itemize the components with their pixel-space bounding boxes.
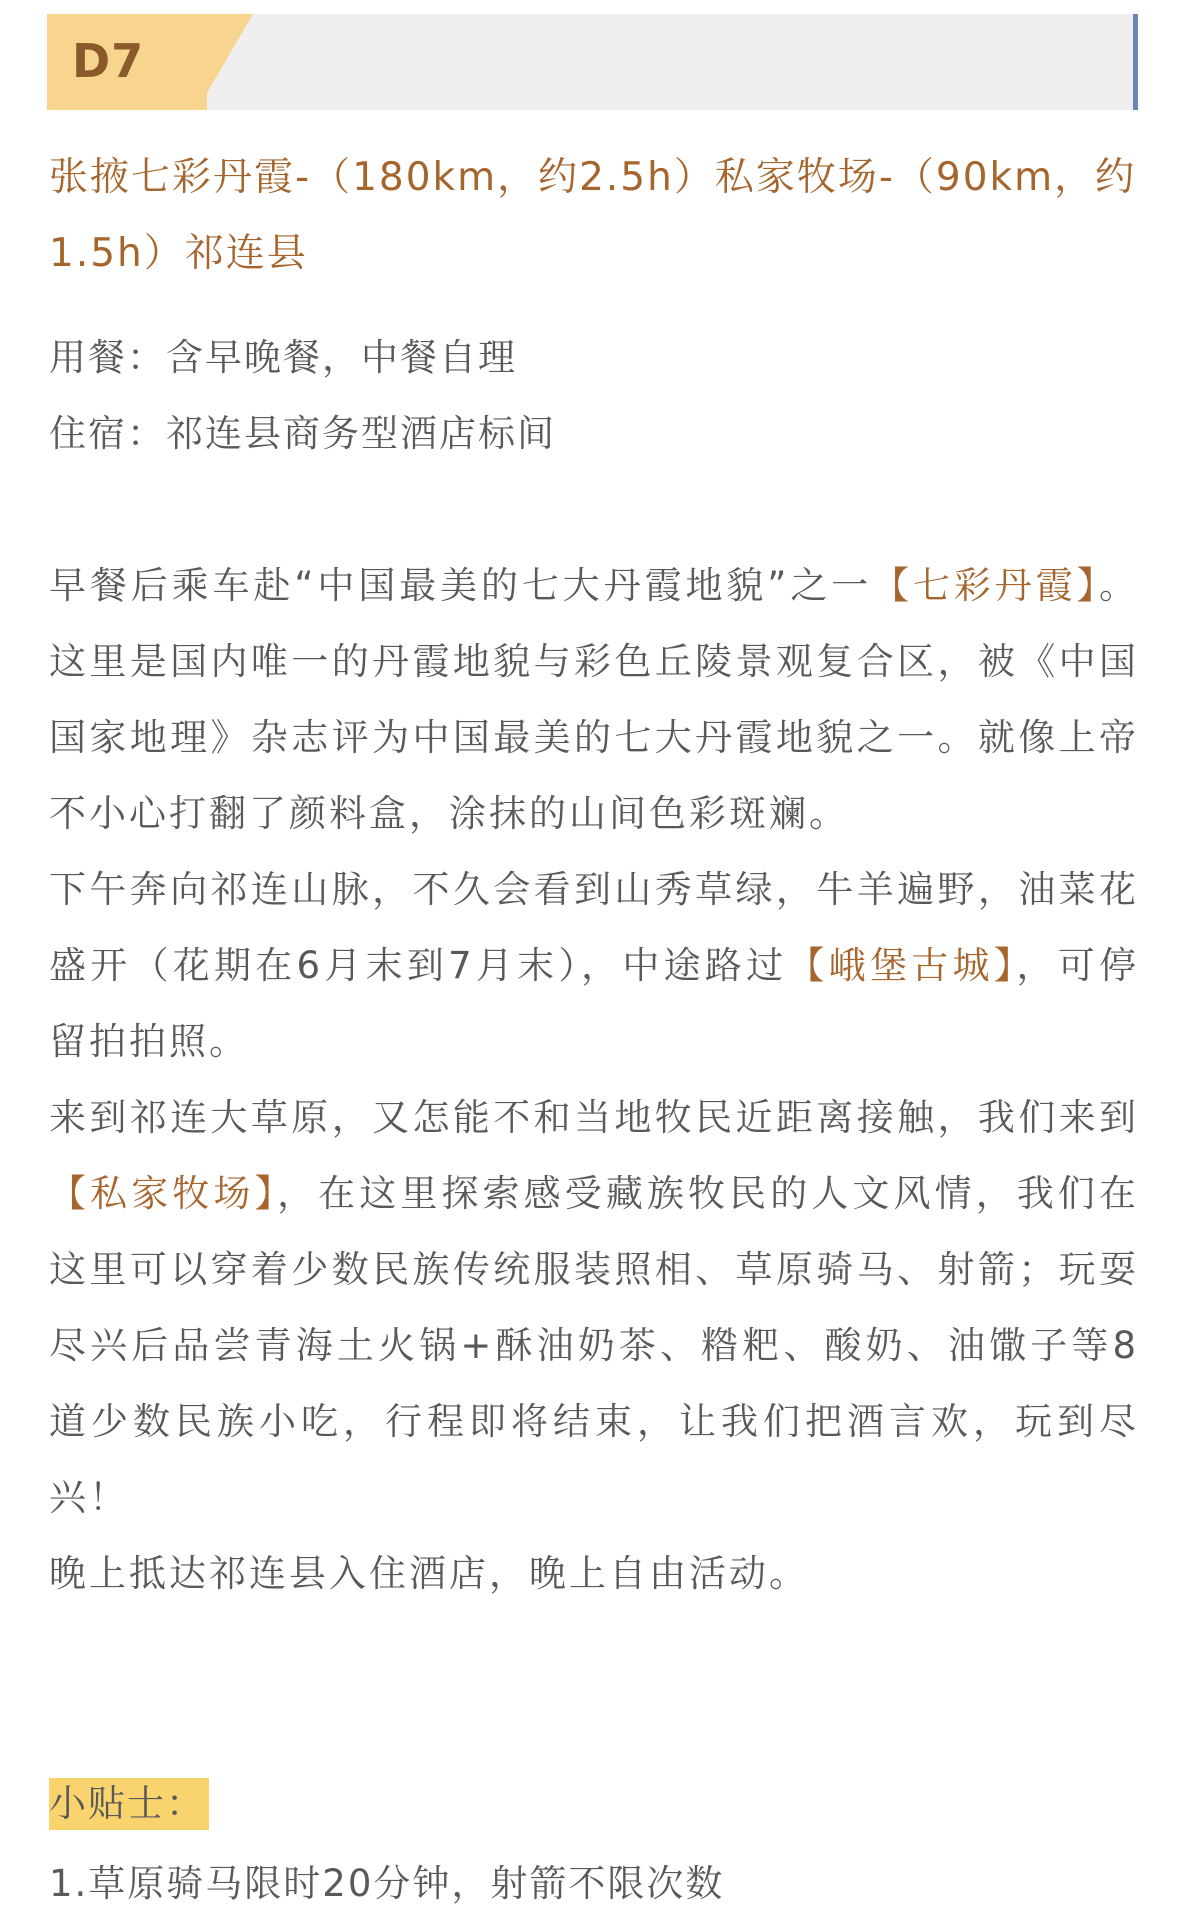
paragraph-text: 下午奔向祁连山脉，不久会看到山秀草绿，牛羊遍野，油菜花盛开（花期在6月末到7月末），中途路过: [49, 868, 1139, 987]
day-header-banner: [47, 14, 1138, 110]
highlight-private-ranch: 【私家牧场】: [49, 1172, 278, 1215]
accommodation-info: 住宿：祁连县商务型酒店标间: [49, 412, 556, 455]
paragraph-qilian-mountains: [49, 852, 1139, 1080]
paragraph-text: ，在这里探索感受藏族牧民的人文风情，我们在这里可以穿着少数民族传统服装照相、草原骑马、射箭；玩耍尽兴后品尝青海土火锅+酥油奶茶、糌粑、酸奶、油馓子等8道少数民族小吃，行程即将结束，让我们把酒言欢，玩到尽兴！: [49, 1172, 1139, 1519]
highlight-qicai-danxia: 【七彩丹霞】: [872, 564, 1099, 607]
tips-item: 1.草原骑马限时20分钟，射箭不限次数: [49, 1862, 725, 1905]
paragraph-evening: [49, 1536, 1139, 1612]
itinerary-description: [49, 548, 1139, 1612]
paragraph-text: 晚上抵达祁连县入住酒店，晚上自由活动。: [49, 1552, 809, 1595]
paragraph-text: 来到祁连大草原，又怎能不和当地牧民近距离接触，我们来到: [49, 1096, 1139, 1139]
paragraph-text: ，可停留拍拍照。: [49, 944, 1140, 1063]
paragraph-text: 早餐后乘车赴“中国最美的七大丹霞地貌”之一: [49, 564, 873, 607]
highlight-ebao-ancient-city: 【峨堡古城】: [787, 944, 1017, 987]
paragraph-text: 。这里是国内唯一的丹霞地貌与彩色丘陵景观复合区，被《中国国家地理》杂志评为中国最美的七大丹霞地貌之一。就像上帝不小心打翻了颜料盒，涂抹的山间色彩斑斓。: [49, 564, 1139, 835]
paragraph-danxia: [49, 548, 1139, 852]
day-tag-slant: [197, 14, 253, 110]
route-title: 张掖七彩丹霞-（180km，约2.5h）私家牧场-（90km，约1.5h）祁连县: [49, 155, 1137, 276]
paragraph-private-ranch: [49, 1080, 1139, 1536]
tips-title: 小贴士：: [49, 1778, 209, 1830]
meal-info: 用餐：含早晚餐，中餐自理: [49, 336, 517, 379]
day-label: D7: [72, 34, 145, 88]
